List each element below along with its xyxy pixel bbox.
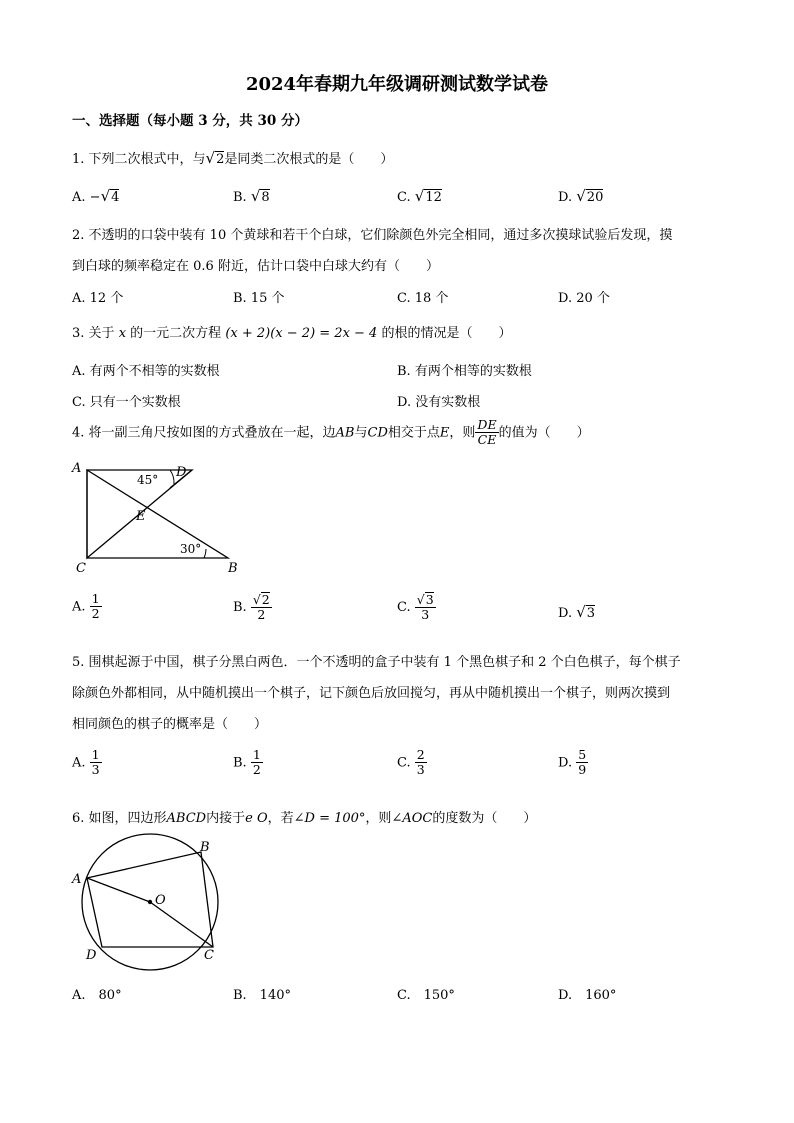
frac-num: 1 — [91, 747, 100, 762]
q3-equation: (x + 2)(x − 2) = 2x − 4 — [225, 326, 378, 341]
frac-den: 2 — [252, 762, 261, 778]
q5-option-d[interactable] — [558, 748, 588, 778]
label-c: C — [204, 948, 214, 963]
option-fraction — [251, 592, 272, 623]
frac-den: 3 — [91, 762, 100, 778]
option-radicand: 8 — [261, 190, 270, 205]
option-label: B. — [233, 599, 247, 615]
q5-line-2: 除颜色外都相同，从中随机摸出一个棋子，记下颜色后放回搅匀，再从中随机摸出一个棋子，则两次摸到 — [72, 686, 671, 701]
q6-text-after: 的度数为（ ） — [432, 811, 537, 826]
q3-option-b[interactable]: B. 有两个相等的实数根 — [397, 364, 532, 379]
label-b: B — [228, 561, 238, 576]
option-label: B. — [233, 755, 247, 771]
option-radicand: 20 — [586, 190, 604, 205]
question-1 — [72, 148, 393, 167]
frac-num: 5 — [578, 747, 587, 762]
segment-ao — [87, 878, 150, 902]
option-radicand: 3 — [586, 606, 596, 621]
frac-den: 3 — [416, 762, 425, 778]
option-label: C. — [397, 755, 411, 771]
option-fraction — [251, 748, 263, 778]
q1-text-after: 是同类二次根式的是（ ） — [224, 152, 394, 167]
sqrt-icon: √ — [416, 592, 425, 607]
q6-option-d[interactable]: D. 160° — [558, 988, 617, 1003]
frac-den: CE — [477, 432, 497, 448]
q4-option-d[interactable] — [558, 603, 595, 621]
option-fraction — [415, 748, 427, 778]
option-label: A. — [72, 599, 86, 615]
frac-den: 2 — [257, 607, 266, 623]
label-e: E — [136, 509, 146, 524]
q5-option-a[interactable] — [72, 748, 102, 778]
option-fraction — [90, 748, 102, 778]
label-b: B — [200, 840, 210, 855]
q4-text-mid2: 相交于点 — [387, 425, 440, 441]
q6-text-mid2: ，若 — [267, 811, 294, 826]
q1-text-before: 1. 下列二次根式中，与 — [72, 152, 206, 167]
q4-option-b[interactable] — [233, 592, 272, 623]
option-label: A. — [72, 190, 86, 205]
sqrt-icon: √ — [252, 592, 261, 607]
q3-text-before: 3. 关于 — [72, 326, 115, 341]
q2-option-a[interactable]: A. 12 个 — [72, 291, 124, 306]
question-3 — [72, 322, 511, 341]
q6-circle: e O — [245, 811, 268, 826]
frac-num: 1 — [91, 591, 100, 606]
q4-option-a[interactable] — [72, 592, 102, 622]
sqrt-icon: √ — [205, 149, 216, 167]
label-d: D — [86, 948, 97, 963]
q5-option-c[interactable] — [397, 748, 427, 778]
label-c: C — [76, 561, 86, 576]
q3-option-d[interactable]: D. 没有实数根 — [397, 395, 481, 410]
frac-num: 1 — [252, 747, 261, 762]
q6-text-mid1: 内接于 — [206, 811, 246, 826]
segment-oc — [150, 902, 213, 947]
sqrt-icon: √ — [250, 187, 261, 205]
option-fraction — [90, 592, 102, 622]
sqrt-icon: √ — [576, 187, 586, 205]
q4-triangle-figure — [70, 458, 240, 578]
q1-option-a[interactable] — [72, 187, 119, 205]
label-a: A — [72, 872, 82, 887]
q4-option-c[interactable] — [397, 592, 436, 623]
q2-option-c[interactable]: C. 18 个 — [397, 291, 449, 306]
option-prefix: − — [89, 190, 101, 205]
frac-num: 2 — [416, 747, 425, 762]
option-radicand: 12 — [425, 190, 442, 205]
sqrt-icon: √ — [414, 187, 425, 205]
q6-circle-figure — [70, 832, 230, 972]
question-4 — [72, 418, 590, 448]
q4-text-mid1: 与 — [354, 425, 368, 441]
option-label: D. — [558, 755, 573, 771]
angle-label-45: 45° — [137, 473, 159, 487]
option-label: A. — [72, 755, 86, 771]
q6-aoc: ∠AOC — [391, 811, 433, 826]
q6-text-before: 6. 如图，四边形 — [72, 811, 167, 826]
q4-text-before: 4. 将一副三角尺按如图的方式叠放在一起，边 — [72, 425, 336, 441]
option-label: D. — [558, 606, 573, 621]
q1-option-d[interactable] — [558, 187, 603, 205]
option-radicand: 4 — [111, 190, 120, 205]
q4-e: E — [439, 425, 450, 441]
q3-var: x — [118, 326, 127, 341]
section-heading: 一、选择题（每小题 3 分，共 30 分） — [72, 113, 308, 129]
label-a: A — [72, 461, 82, 476]
q4-cd: CD — [367, 425, 388, 441]
angle-label-30: 30° — [180, 542, 202, 556]
q3-text-after: 的根的情况是（ ） — [381, 326, 512, 341]
label-d: D — [176, 465, 187, 480]
q1-option-b[interactable] — [233, 187, 270, 205]
q6-option-a[interactable]: A. 80° — [72, 988, 122, 1003]
q6-option-b[interactable]: B. 140° — [233, 988, 291, 1003]
q6-option-c[interactable]: C. 150° — [397, 988, 455, 1003]
q4-ab: AB — [335, 425, 355, 441]
q2-line-2: 到白球的频率稳定在 0.6 附近，估计口袋中白球大约有（ ） — [72, 259, 439, 274]
label-o: O — [155, 893, 166, 908]
q1-option-c[interactable] — [397, 187, 442, 205]
frac-num — [415, 592, 436, 608]
option-radicand: 2 — [261, 592, 270, 607]
q3-option-a[interactable]: A. 有两个不相等的实数根 — [72, 364, 220, 379]
angle-arc-30 — [204, 549, 206, 558]
sqrt-icon: √ — [100, 187, 111, 205]
q1-radicand: 2 — [216, 152, 225, 167]
q5-line-1: 5. 围棋起源于中国，棋子分黑白两色．一个不透明的盒子中装有 1 个黑色棋子和 2 个白色棋子，每个棋子 — [72, 655, 681, 670]
q3-option-c[interactable]: C. 只有一个实数根 — [72, 395, 181, 410]
frac-den: 2 — [91, 606, 100, 622]
option-fraction — [576, 748, 588, 778]
q4-fraction — [475, 418, 498, 448]
frac-num: DE — [477, 417, 497, 432]
option-radicand: 3 — [425, 592, 434, 607]
option-label: C. — [397, 190, 411, 205]
frac-den: 9 — [578, 762, 587, 778]
question-6 — [72, 807, 536, 826]
q4-text-mid3: ，则 — [449, 425, 476, 441]
sqrt-icon: √ — [576, 603, 586, 621]
q5-line-3: 相同颜色的棋子的概率是（ ） — [72, 717, 268, 732]
q6-condition: ∠D = 100° — [293, 811, 366, 826]
q2-option-b[interactable]: B. 15 个 — [233, 291, 285, 306]
exam-title: 2024年春期九年级调研测试数学试卷 — [245, 74, 549, 95]
q6-text-mid3: ，则 — [365, 811, 392, 826]
option-fraction — [415, 592, 436, 623]
center-point — [148, 900, 152, 904]
q6-abcd: ABCD — [166, 811, 207, 826]
q2-option-d[interactable]: D. 20 个 — [558, 291, 610, 306]
q2-line-1: 2. 不透明的口袋中装有 10 个黄球和若干个白球，它们除颜色外完全相同，通过多次摸球试验后发现，摸 — [72, 228, 673, 243]
frac-den: 3 — [421, 607, 430, 623]
frac-num — [251, 592, 272, 608]
q5-option-b[interactable] — [233, 748, 263, 778]
q4-text-after: 的值为（ ） — [498, 425, 590, 441]
option-label: D. — [558, 190, 573, 205]
option-label: B. — [233, 190, 247, 205]
angle-arc-45 — [170, 470, 174, 484]
option-label: C. — [397, 599, 411, 615]
q3-text-mid: 的一元二次方程 — [130, 326, 222, 341]
